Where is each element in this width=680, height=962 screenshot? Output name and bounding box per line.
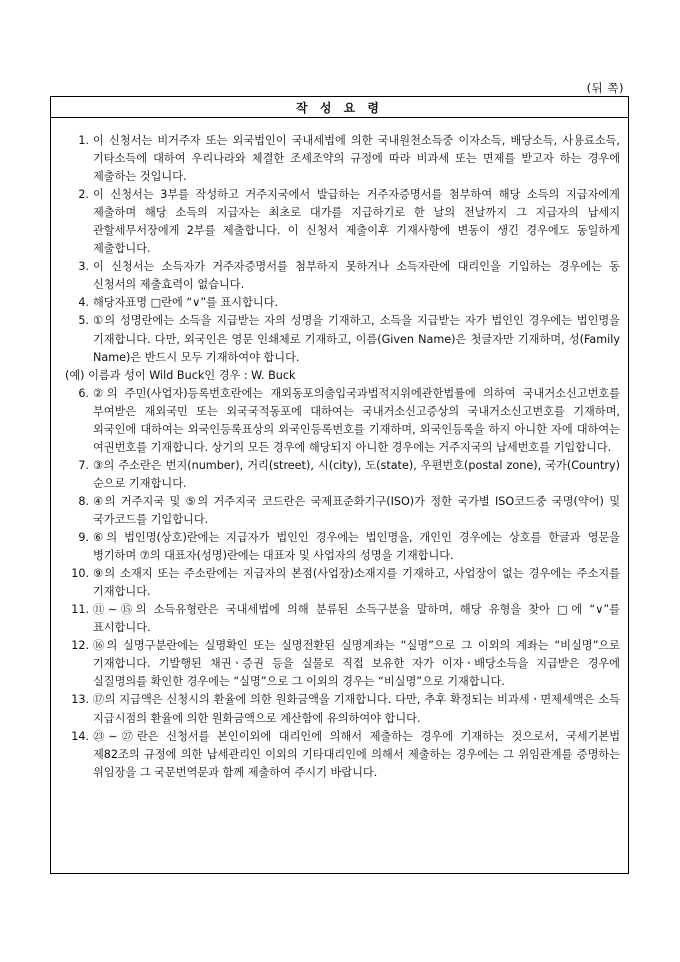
instruction-number: 2. — [78, 188, 89, 202]
instruction-number: 8. — [78, 494, 89, 508]
instruction-text: ⑨의 소재지 또는 주소란에는 지급자의 본점(사업장)소재지를 기재하고, 사업장이 없는 경우에는 주소지를 기재합니다. — [93, 567, 620, 599]
instruction-number: 6. — [78, 386, 89, 400]
instruction-item — [59, 312, 620, 366]
instruction-item — [59, 186, 620, 258]
document-title: 작 성 요 령 — [296, 100, 383, 115]
instruction-text: 해당자표명 □란에 “∨”를 표시합니다. — [93, 296, 279, 310]
instruction-number: 13. — [71, 693, 89, 707]
instruction-item — [59, 132, 620, 186]
instructions-box — [50, 96, 629, 874]
instruction-item — [59, 258, 620, 294]
instruction-item — [59, 637, 620, 691]
instruction-text: ⑯의 실명구분란에는 실명확인 또는 실명전환된 실명계좌는 “실명”으로 그 이외의 계좌는 “비실명”으로 기재합니다. 기발행된 채권ㆍ증권 등을 실물로 직접 보유한 자가 이자ㆍ배당소득을 지급받은 경우에 실질명의를 확인한 경우에는 “실명”으로 그 이외의 경우는 “비실명”으로 기재합니다. — [93, 639, 620, 689]
instruction-item — [59, 728, 620, 782]
instruction-text: ①의 성명란에는 소득을 지급받는 자의 성명을 기재하고, 소득을 지급받는 자가 법인인 경우에는 법인명을 기재합니다. 다만, 외국인은 영문 인쇄체로 기재하고, 이름(Given Name)은 첫글자만 기재하며, 성(Family Name)은 반드시 모두 기재하여야 합니다. — [93, 314, 620, 364]
instruction-text: 이 신청서는 소득자가 거주자증명서를 첨부하지 못하거나 소득자란에 대리인을 기입하는 경우에는 동 신청서의 제출효력이 없습니다. — [93, 260, 620, 292]
instruction-number: 14. — [71, 729, 89, 743]
instruction-text: ⑰의 지급액은 신청시의 환율에 의한 원화금액을 기재합니다. 다만, 추후 확정되는 비과세ㆍ면제세액은 소득 지급시점의 환율에 의한 원화금액으로 계산함에 유의하여야 합니다. — [93, 693, 620, 725]
instruction-text: 이 신청서는 비거주자 또는 외국법인이 국내세법에 의한 국내원천소득중 이자소득, 배당소득, 사용료소득, 기타소득에 대하여 우리나라와 체결한 조세조약의 규정에 따라 비과세 또는 면제를 받고자 하는 경우에 제출하는 것입니다. — [93, 134, 620, 184]
instruction-text: ㉓∼㉗란은 신청서를 본인이외에 대리인에 의해서 제출하는 경우에 기재하는 것으로서, 국세기본법 제82조의 규정에 의한 납세관리인 이외의 기타대리인에 의해서 제출하는 경우에는 그 위임관계를 증명하는 위임장을 그 국문번역문과 함께 제출하여 주시기 바랍니다. — [93, 729, 620, 779]
instruction-item — [59, 565, 620, 601]
instructions-list — [51, 118, 628, 782]
instruction-number: 9. — [78, 531, 89, 545]
instruction-text: ③의 주소란은 번지(number), 거리(street), 시(city), 도(state), 우편번호(postal zone), 국가(Country) 순으로 기재합니다. — [93, 458, 620, 490]
instruction-item — [59, 601, 620, 637]
page-side-label: (뒤 쪽) — [586, 81, 624, 95]
instruction-text: ⑥의 법인명(상호)란에는 지급자가 법인인 경우에는 법인명을, 개인인 경우에는 상호를 한글과 영문을 병기하며 ⑦의 대표자(성명)란에는 대표자 및 사업자의 성명을 기재합니다. — [93, 531, 620, 563]
instruction-text: ⑪∼⑮의 소득유형란은 국내세법에 의해 분류된 소득구분을 말하며, 해당 유형을 찾아 □에 “∨”를 표시합니다. — [93, 603, 620, 635]
instruction-number: 4. — [78, 296, 89, 310]
instruction-item — [59, 294, 620, 312]
instruction-text: ②의 주민(사업자)등록번호란에는 재외동포의출입국과법적지위에관한법률에 의하여 국내거소신고번호를 부여받은 재외국민 또는 외국국적동포에 대하여는 국내거소신고증상의 국내거소신고번호를 기재하며, 외국인에 대하여는 외국인등록표상의 외국인등록번호를 기재하며, 외국인등록을 하지 아니한 자에 대하여는 여권번호를 기재합니다. 상기의 모든 경우에 해당되지 아니한 경우에는 거주지국의 납세번호를 기입합니다. — [93, 386, 620, 454]
instruction-number: 5. — [78, 314, 89, 328]
title-row — [51, 97, 628, 118]
instruction-text: 이 신청서는 3부를 작성하고 거주지국에서 발급하는 거주자증명서를 첨부하여 해당 소득의 지급자에게 제출하며 해당 소득의 지급자는 최초로 대가를 지급하기로 한 날의 전날까지 그 지급자의 납세지 관할세무서장에게 2부를 제출합니다. 이 신청서 제출이후 기재사항에 변동이 생긴 경우에도 동일하게 제출합니다. — [93, 188, 620, 256]
instruction-number: 11. — [71, 603, 89, 617]
instruction-item — [59, 529, 620, 565]
example-note-text: (예) 이름과 성이 Wild Buck인 경우 : W. Buck — [65, 368, 296, 382]
instruction-number: 3. — [78, 260, 89, 274]
example-note — [59, 367, 620, 385]
instruction-number: 1. — [78, 134, 89, 147]
instruction-item — [59, 385, 620, 457]
instruction-item — [59, 457, 620, 493]
instruction-number: 7. — [78, 458, 89, 472]
instruction-text: ④의 거주지국 및 ⑤의 거주지국 코드란은 국제표준화기구(ISO)가 정한 국가별 ISO코드중 국명(약어) 및 국가코드를 기입합니다. — [93, 494, 620, 526]
instruction-number: 10. — [71, 567, 89, 581]
instruction-number: 12. — [71, 639, 89, 653]
instruction-item — [59, 493, 620, 529]
instruction-item — [59, 691, 620, 727]
